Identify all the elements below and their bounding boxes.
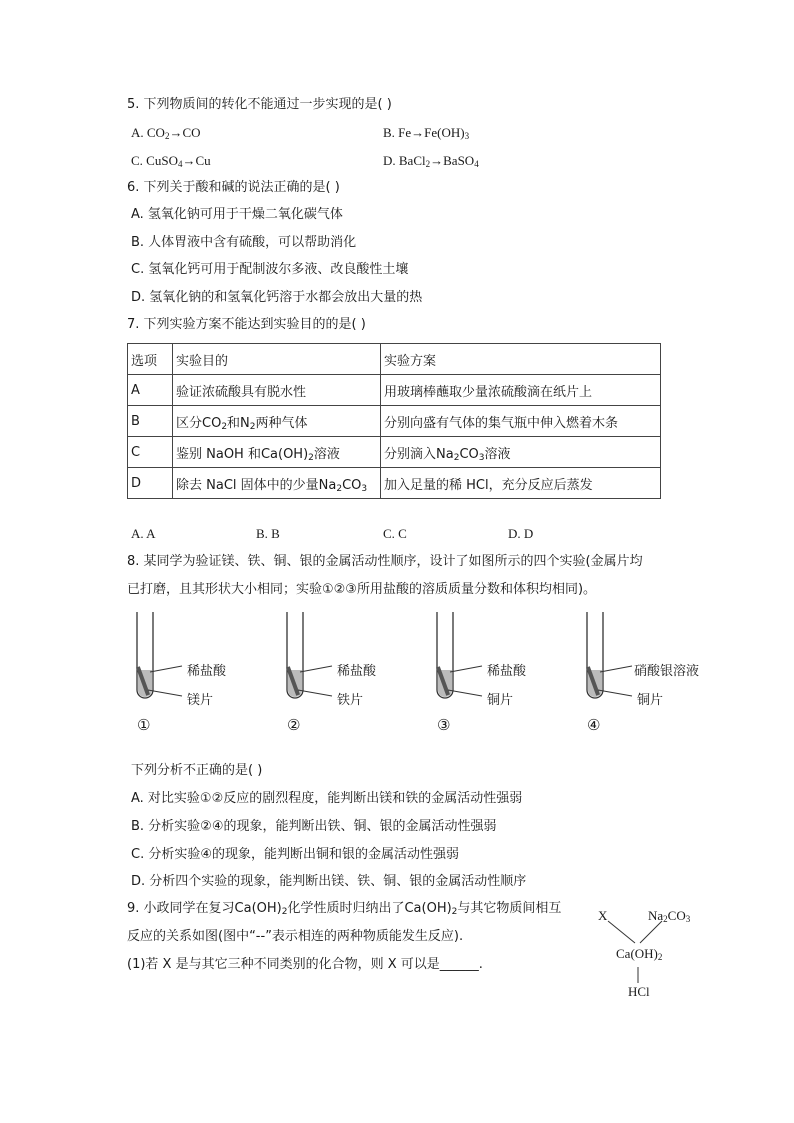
test-tube-4 [586, 612, 632, 698]
table-cell: A [128, 375, 173, 406]
diagram-caoh2: $Ca(OH)_2$ [616, 946, 663, 962]
table-header: 选项 [128, 344, 173, 375]
test-tube-2 [286, 612, 332, 698]
table-header: 实验目的 [173, 344, 381, 375]
q6-option-d: D. 氢氧化钠的和氢氧化钙溶于水都会放出大量的热 [131, 290, 423, 305]
table-cell: 分别向盛有气体的集气瓶中伸入燃着木条 [381, 406, 661, 437]
q7-answer-c: C. C [383, 526, 407, 541]
table-cell: 区分$CO_2$和$N_2$两种气体 [173, 406, 381, 437]
q6-option-c: C. 氢氧化钙可用于配制波尔多液、改良酸性土壤 [131, 262, 409, 277]
q6-stem: 6. 下列关于酸和碱的说法正确的是( ) [127, 180, 340, 195]
q8-option-d: D. 分析四个实验的现象，能判断出镁、铁、铜、银的金属活动性顺序 [131, 874, 527, 889]
table-cell: 除去 NaCl 固体中的少量$Na_2CO_3$ [173, 468, 381, 499]
table-cell: C [128, 437, 173, 468]
q9-line3: (1)若 X 是与其它三种不同类别的化合物，则 X 可以是______. [127, 957, 483, 972]
test-tube-1 [136, 612, 182, 698]
q8-stem-line2: 已打磨，且其形状大小相同；实验①②③所用盐酸的溶质质量分数和体积均相同)。 [127, 582, 597, 597]
table-cell: 用玻璃棒蘸取少量浓硫酸滴在纸片上 [381, 375, 661, 406]
q8-option-a: A. 对比实验①②反应的剧烈程度，能判断出镁和铁的金属活动性强弱 [131, 791, 523, 806]
table-cell: 验证浓硫酸具有脱水性 [173, 375, 381, 406]
diagram-na2co3: $Na_2CO_3$ [648, 908, 691, 924]
table-cell: B [128, 406, 173, 437]
tube2-liquid-label: 稀盐酸 [337, 664, 377, 679]
table-row [128, 468, 661, 499]
tube2-metal-label: 铁片 [337, 693, 364, 708]
table-header-row [128, 344, 661, 375]
diagram-x: X [598, 908, 608, 923]
q6-option-a: A. 氢氧化钠可用于干燥二氧化碳气体 [131, 207, 343, 222]
q9-line2: 反应的关系如图(图中“--”表示相连的两种物质能发生反应). [127, 929, 464, 944]
q8-option-b: B. 分析实验②④的现象，能判断出铁、铜、银的金属活动性强弱 [131, 819, 497, 834]
tube3-number: ③ [437, 716, 451, 734]
test-tube-3 [436, 612, 482, 698]
q5-stem: 5. 下列物质间的转化不能通过一步实现的是( ) [127, 97, 392, 112]
q5-option-c: C. CuSO$_4$→Cu [131, 153, 211, 169]
table-row [128, 406, 661, 437]
q7-answer-b: B. B [256, 526, 280, 541]
table-row [128, 375, 661, 406]
table-cell: D [128, 468, 173, 499]
q6-option-b: B. 人体胃液中含有硫酸，可以帮助消化 [131, 235, 357, 250]
tube3-metal-label: 铜片 [487, 693, 514, 708]
diagram-hcl: HCl [628, 984, 650, 999]
q8-option-c: C. 分析实验④的现象，能判断出铜和银的金属活动性强弱 [131, 847, 459, 862]
q5-option-a: A. $CO_2\to CO$ [131, 125, 201, 141]
q7-answer-a: A. A [131, 526, 156, 541]
q7-answer-d: D. D [508, 526, 534, 541]
q7-stem: 7. 下列实验方案不能达到实验目的的是( ) [127, 317, 366, 332]
table-cell: 加入足量的稀 HCl，充分反应后蒸发 [381, 468, 661, 499]
tube1-number: ① [137, 716, 151, 734]
table-row [128, 437, 661, 468]
tube1-liquid-label: 稀盐酸 [187, 664, 227, 679]
q5-option-d: D. BaCl$_2$→BaSO$_4$ [383, 153, 479, 169]
tube4-metal-label: 铜片 [637, 693, 664, 708]
tube2-number: ② [287, 716, 301, 734]
tube4-liquid-label: 硝酸银溶液 [634, 664, 700, 679]
table-cell: 鉴别 NaOH 和$Ca(OH)_2$溶液 [173, 437, 381, 468]
q8-stem-line1: 8. 某同学为验证镁、铁、铜、银的金属活动性顺序，设计了如图所示的四个实验(金属片均 [127, 554, 643, 569]
q9-line1: 9. 小政同学在复习$Ca(OH)_2$化学性质时归纳出了$Ca(OH)_2$与其它物质间相互 [127, 901, 562, 917]
tube1-metal-label: 镁片 [187, 693, 214, 708]
tube4-number: ④ [587, 716, 601, 734]
table-cell: 分别滴入$Na_2CO_3$溶液 [381, 437, 661, 468]
table-header: 实验方案 [381, 344, 661, 375]
q7-table [127, 343, 661, 499]
q8-question: 下列分析不正确的是( ) [131, 763, 263, 778]
tube3-liquid-label: 稀盐酸 [487, 664, 527, 679]
q5-option-b: B. $Fe\to Fe(OH)_3$ [383, 125, 470, 141]
